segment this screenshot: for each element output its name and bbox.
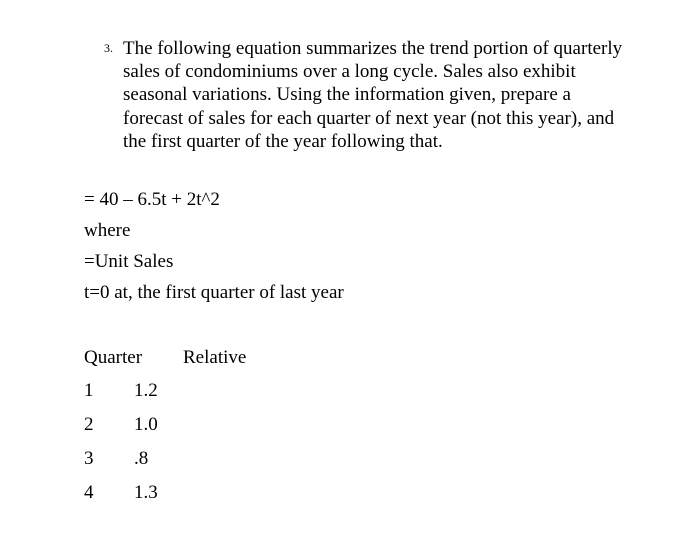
unit-sales-definition: =Unit Sales [84, 251, 174, 272]
question-text: The following equation summarizes the trend portion of quarterly sales of condominiums over a long cycle. Sales also exhibit seasonal variations. Using the information given, prepare a forecast of sales for each quarter of next year (not this year), and the first quarter of the year following that. [123, 38, 623, 152]
where-label: where [84, 220, 131, 241]
relative-cell: 1.2 [134, 380, 158, 401]
t-origin-note: t=0 at, the first quarter of last year [84, 282, 344, 303]
relative-cell: 1.0 [134, 414, 158, 435]
relative-cell: 1.3 [134, 482, 158, 503]
trend-equation: = 40 – 6.5t + 2t^2 [84, 189, 220, 210]
quarter-cell: 3 [84, 448, 94, 469]
question-number: 3. [104, 41, 113, 55]
quarter-cell: 1 [84, 380, 94, 401]
relative-cell: .8 [134, 448, 149, 469]
quarter-cell: 2 [84, 414, 94, 435]
header-quarter: Quarter [84, 347, 143, 368]
quarter-cell: 4 [84, 482, 94, 503]
header-relative: Relative [183, 347, 247, 368]
